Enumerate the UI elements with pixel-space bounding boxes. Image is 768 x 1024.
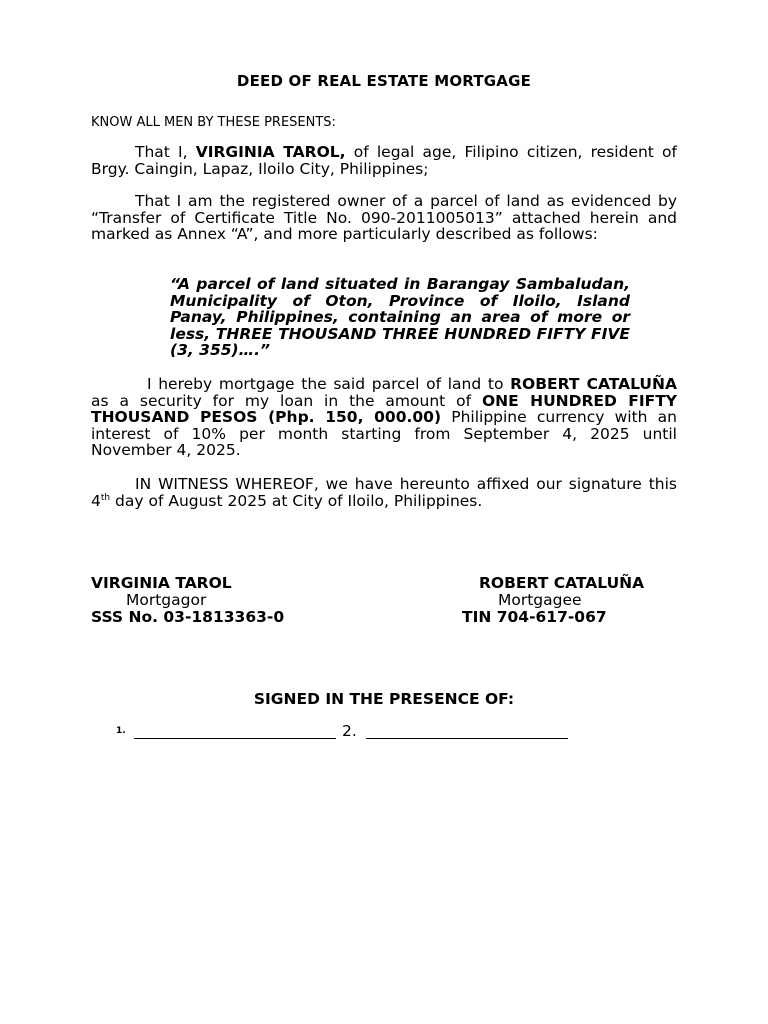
p4-text-a: IN WITNESS WHEREOF, we have hereunto affixed our signature this 4 <box>91 475 677 510</box>
p3-text-a: I hereby mortgage the said parcel of land to <box>147 375 511 393</box>
mortgagor-role: Mortgagor <box>126 591 207 609</box>
mortgagee-role: Mortgagee <box>498 591 582 609</box>
mortgagor-name-inline: VIRGINIA TAROL, <box>195 143 346 161</box>
paragraph-mortgage <box>91 376 677 459</box>
mortgagee-tin: TIN 704-617-067 <box>462 608 607 626</box>
p1-text-b: of legal age, Filipino citizen, resident of Brgy. Caingin, Lapaz, Iloilo City, Philippines; <box>91 143 677 178</box>
mortgagee-name: ROBERT CATALUÑA <box>479 574 645 592</box>
witness-2-number: 2. <box>342 722 357 740</box>
p3-text-c: Philippine currency with an interest of 10% per month starting from September 4, 2025 until November 4, 2025. <box>91 408 677 459</box>
paragraph-ownership <box>91 193 677 243</box>
document-title: DEED OF REAL ESTATE MORTGAGE <box>236 72 532 90</box>
ordinal-suffix: th <box>100 492 111 503</box>
loan-amount: ONE HUNDRED FIFTY THOUSAND PESOS (Php. 150, 000.00) <box>91 391 677 426</box>
p4-text-b: day of August 2025 at City of Iloilo, Philippines. <box>110 491 483 510</box>
p1-text-a: That I, <box>135 143 196 161</box>
presence-heading: SIGNED IN THE PRESENCE OF: <box>253 690 515 708</box>
mortgagor-name: VIRGINIA TAROL <box>91 574 232 592</box>
mortgagor-sss: SSS No. 03-1813363-0 <box>91 608 285 626</box>
p2-text: That I am the registered owner of a parcel of land as evidenced by “Transfer of Certificate Title No. 090-2011005013” attached herein and marked as Annex “A”, and more particularly described as follows: <box>91 192 677 243</box>
witness-2-signature-line <box>366 738 568 739</box>
p3-text-b: as a security for my loan in the amount of <box>91 391 482 410</box>
witness-1-number: 1. <box>116 726 126 736</box>
intro-line: KNOW ALL MEN BY THESE PRESENTS: <box>91 115 336 130</box>
witness-1-signature-line <box>134 738 336 739</box>
land-description-quote: “A parcel of land situated in Barangay Sambaludan, Municipality of Oton, Province of Iloilo, Island Panay, Philippines, containing an area of more or less, THREE THOUSAND THREE HUNDRED FIFTY FIVE (3, 355)….” <box>170 275 630 359</box>
mortgagee-name-inline: ROBERT CATALUÑA <box>510 375 677 393</box>
paragraph-witness <box>91 476 677 509</box>
paragraph-declarant <box>91 144 677 177</box>
